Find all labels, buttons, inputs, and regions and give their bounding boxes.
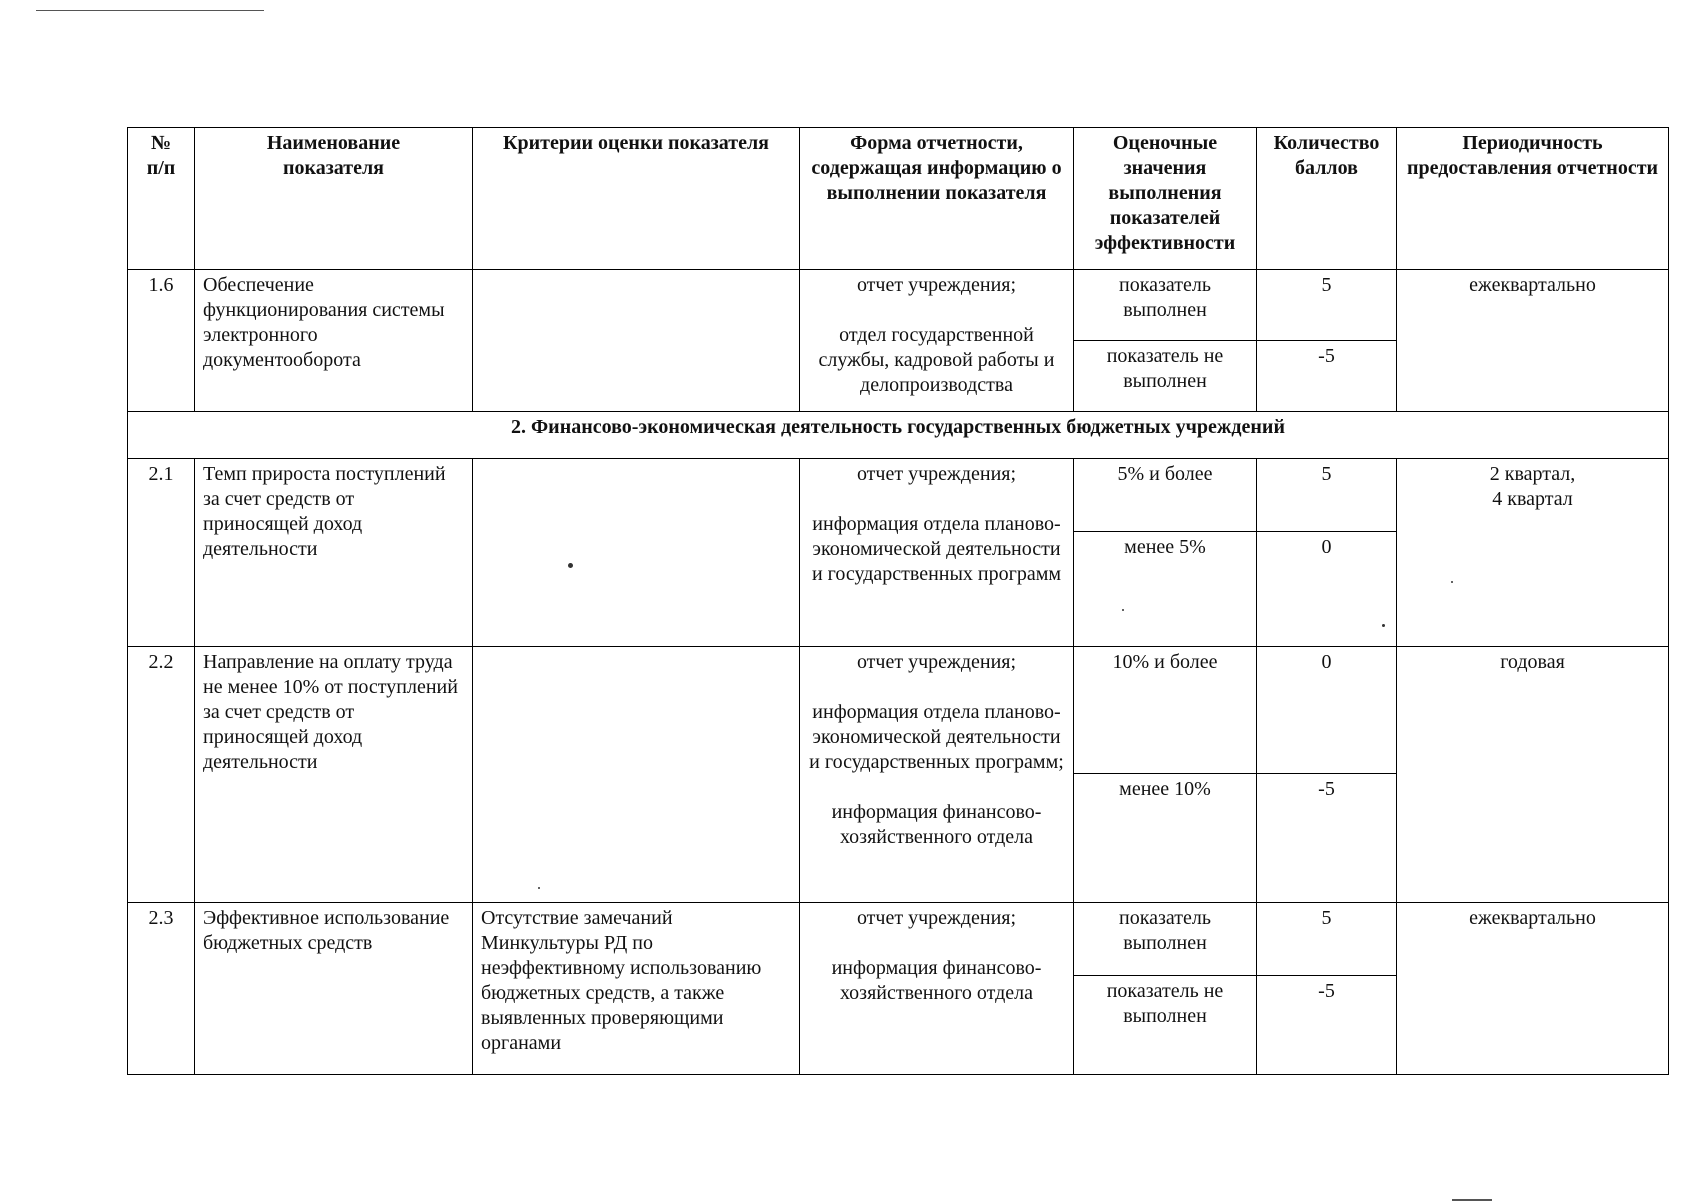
criteria-cell <box>473 459 800 647</box>
row-number: 2.2 <box>128 647 195 903</box>
table-row-2-2 <box>128 647 1669 774</box>
indicator-name: Обеспечение функционирования системы электронного документооборота <box>195 270 473 412</box>
header-name: Наименование показателя <box>195 128 473 270</box>
points-cell: -5 <box>1257 341 1397 412</box>
indicators-table <box>127 127 1669 1075</box>
period-cell: ежеквартально <box>1397 270 1669 412</box>
value-cell: менее 5% <box>1074 532 1257 647</box>
report-form-cell: отчет учреждения; отдел государственной службы, кадровой работы и делопроизводства <box>800 270 1074 412</box>
top-rule <box>36 10 264 11</box>
points-cell: 5 <box>1257 270 1397 341</box>
criteria-cell <box>473 270 800 412</box>
report-form-cell: отчет учреждения; информация отдела планово-экономической деятельности и государственных программ; информация финансово-хозяйственного отдела <box>800 647 1074 903</box>
table-row-2-1 <box>128 459 1669 532</box>
header-num: № п/п <box>128 128 195 270</box>
value-cell: показатель не выполнен <box>1074 341 1257 412</box>
indicator-name: Эффективное использование бюджетных средств <box>195 903 473 1075</box>
points-cell: -5 <box>1257 774 1397 903</box>
report-form-cell: отчет учреждения; информация отдела планово-экономической деятельности и государственных программ <box>800 459 1074 647</box>
indicator-name: Направление на оплату труда не менее 10% от поступлений за счет средств от приносящей доход деятельности <box>195 647 473 903</box>
speck <box>1122 609 1124 611</box>
speck <box>538 887 540 889</box>
value-cell: 5% и более <box>1074 459 1257 532</box>
period-cell: ежеквартально <box>1397 903 1669 1075</box>
header-period: Периодичность предоставления отчетности <box>1397 128 1669 270</box>
row-number: 1.6 <box>128 270 195 412</box>
section-heading: 2. Финансово-экономическая деятельность государственных бюджетных учреждений <box>128 412 1669 459</box>
speck <box>568 563 573 568</box>
value-cell: 10% и более <box>1074 647 1257 774</box>
value-cell: показатель не выполнен <box>1074 976 1257 1075</box>
criteria-cell: Отсутствие замечаний Минкультуры РД по неэффективному использованию бюджетных средств, а также выявленных проверяющими органами <box>473 903 800 1075</box>
header-row <box>128 128 1669 270</box>
points-cell: 5 <box>1257 903 1397 976</box>
table-row-1-6 <box>128 270 1669 341</box>
points-cell: 0 <box>1257 647 1397 774</box>
header-values: Оценочные значения выполнения показателей эффективности <box>1074 128 1257 270</box>
speck <box>1451 581 1453 583</box>
row-number: 2.1 <box>128 459 195 647</box>
value-cell: менее 10% <box>1074 774 1257 903</box>
points-cell: 5 <box>1257 459 1397 532</box>
points-cell: -5 <box>1257 976 1397 1075</box>
points-cell: 0 <box>1257 532 1397 647</box>
table-row-2-3 <box>128 903 1669 976</box>
criteria-cell <box>473 647 800 903</box>
value-cell: показатель выполнен <box>1074 903 1257 976</box>
speck <box>1382 624 1385 627</box>
header-form: Форма отчетности, содержащая информацию о выполнении показателя <box>800 128 1074 270</box>
report-form-cell: отчет учреждения; информация финансово-хозяйственного отдела <box>800 903 1074 1075</box>
period-cell: годовая <box>1397 647 1669 903</box>
row-number: 2.3 <box>128 903 195 1075</box>
section-row <box>128 412 1669 459</box>
header-points: Количество баллов <box>1257 128 1397 270</box>
period-cell: 2 квартал, 4 квартал <box>1397 459 1669 647</box>
indicator-name: Темп прироста поступлений за счет средств от приносящей доход деятельности <box>195 459 473 647</box>
value-cell: показатель выполнен <box>1074 270 1257 341</box>
header-criteria: Критерии оценки показателя <box>473 128 800 270</box>
